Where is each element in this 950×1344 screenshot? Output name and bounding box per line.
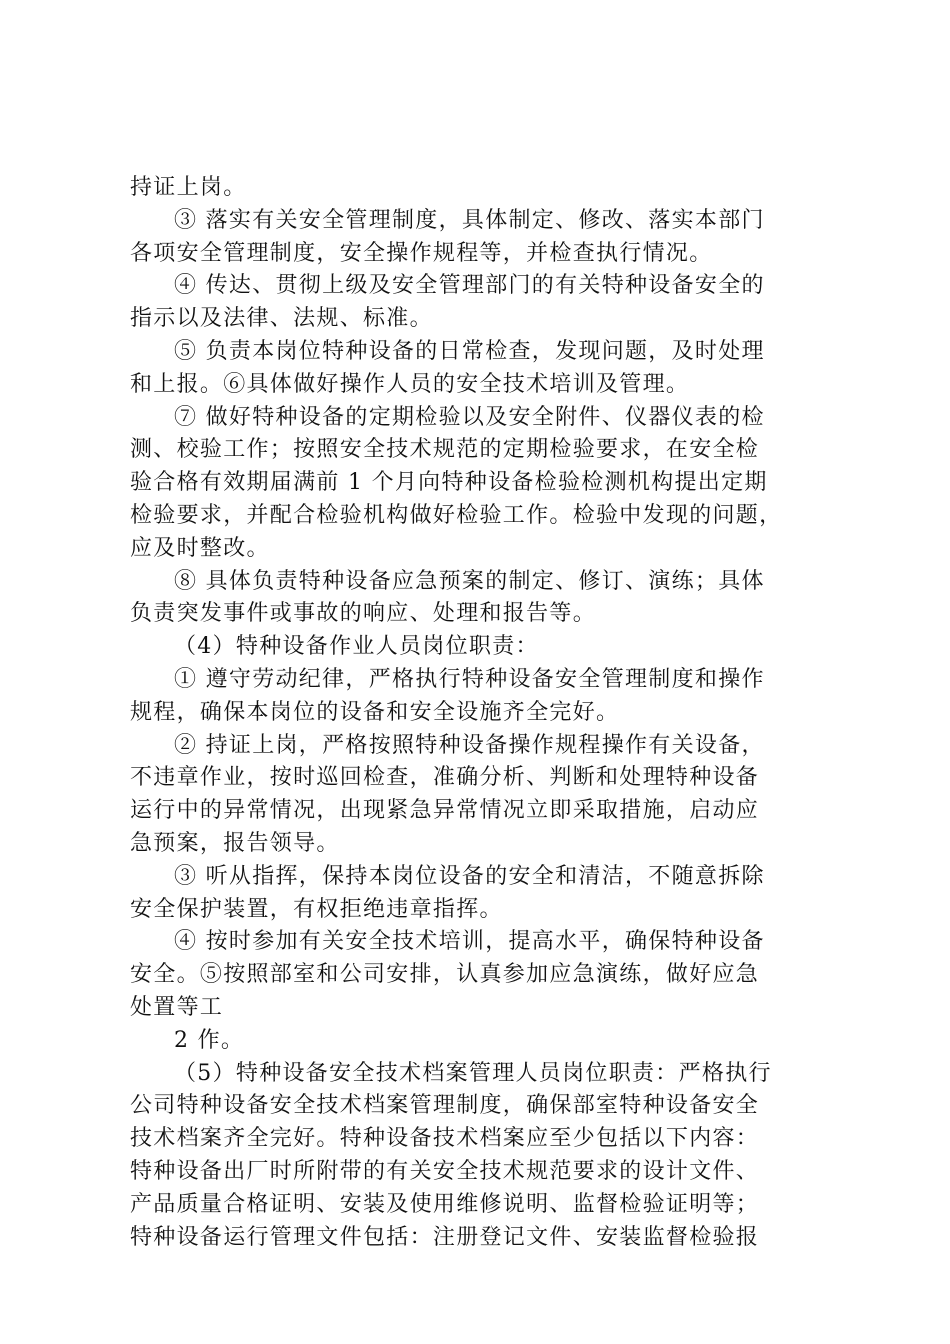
text-line: ④ 传达、贯彻上级及安全管理部门的有关特种设备安全的 (174, 273, 765, 299)
text-line: ⑦ 做好特种设备的定期检验以及安全附件、仪器仪表的检 (174, 404, 765, 430)
text-line: ④ 按时参加有关安全技术培训，提高水平，确保特种设备 (174, 929, 765, 955)
text-line: 持证上岗。 (130, 175, 247, 200)
text-line: 2 作。 (174, 1027, 245, 1053)
text-line: 公司特种设备安全技术档案管理制度，确保部室特种设备安全 (130, 1093, 760, 1119)
text-line: 特种设备出厂时所附带的有关安全技术规范要求的设计文件、 (130, 1158, 760, 1184)
text-line: 安全。⑤按照部室和公司安排，认真参加应急演练，做好应急 (130, 962, 760, 988)
text-line: 检验要求，并配合检验机构做好检验工作。检验中发现的问题， (130, 502, 783, 528)
text-line: （4）特种设备作业人员岗位职责： (174, 634, 539, 660)
text-line: 安全保护装置，有权拒绝违章指挥。 (130, 896, 503, 922)
text-line: 运行中的异常情况，出现紧急异常情况立即采取措施，启动应 (130, 798, 760, 824)
text-line: 指示以及法律、法规、标准。 (130, 306, 433, 332)
text-line: 急预案，报告领导。 (130, 830, 340, 856)
text-line: 测、校验工作；按照安全技术规范的定期检验要求，在安全检 (130, 437, 760, 463)
text-line: 应及时整改。 (130, 535, 270, 561)
text-line: 负责突发事件或事故的响应、处理和报告等。 (130, 601, 597, 627)
text-line: 和上报。⑥具体做好操作人员的安全技术培训及管理。 (130, 371, 690, 397)
text-line: ② 持证上岗，严格按照特种设备操作规程操作有关设备， (174, 732, 765, 758)
text-line: ③ 落实有关安全管理制度，具体制定、修改、落实本部门 (174, 207, 765, 233)
text-line: ① 遵守劳动纪律，严格执行特种设备安全管理制度和操作 (174, 666, 765, 692)
text-line: 产品质量合格证明、安装及使用维修说明、监督检验证明等； (130, 1191, 760, 1217)
text-line: 特种设备运行管理文件包括：注册登记文件、安装监督检验报 (130, 1224, 760, 1250)
text-line: 技术档案齐全完好。特种设备技术档案应至少包括以下内容： (130, 1126, 760, 1152)
text-line: 各项安全管理制度，安全操作规程等，并检查执行情况。 (130, 240, 713, 266)
text-line: 处置等工 (130, 994, 224, 1020)
text-line: ⑧ 具体负责特种设备应急预案的制定、修订、演练；具体 (174, 568, 765, 594)
text-line: ③ 听从指挥，保持本岗位设备的安全和清洁，不随意拆除 (174, 863, 765, 889)
text-line: 验合格有效期届满前 1 个月向特种设备检验检测机构提出定期 (130, 470, 768, 496)
text-line: 不违章作业，按时巡回检查，准确分析、判断和处理特种设备 (130, 765, 760, 791)
text-line: （5）特种设备安全技术档案管理人员岗位职责：严格执行 (174, 1060, 772, 1086)
document-body (130, 172, 840, 1254)
text-line: 规程，确保本岗位的设备和安全设施齐全完好。 (130, 699, 620, 725)
text-line: ⑤ 负责本岗位特种设备的日常检查，发现问题，及时处理 (174, 338, 765, 364)
